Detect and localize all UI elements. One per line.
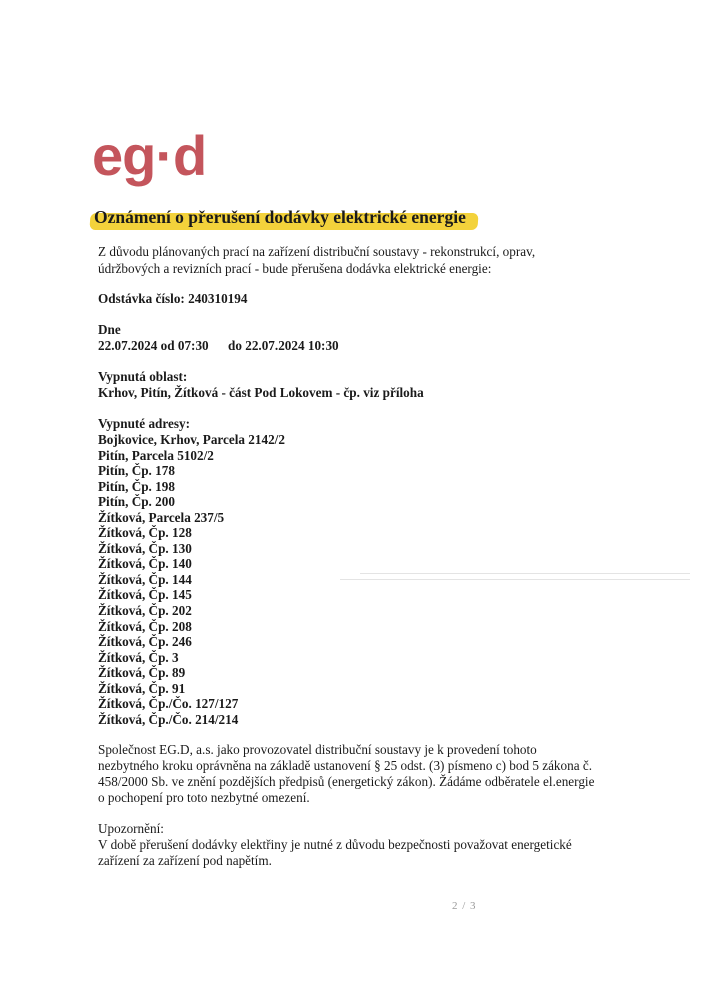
list-item: Žítková, Čp./Čo. 214/214	[98, 711, 239, 727]
list-item: Žítková, Čp. 208	[98, 618, 192, 634]
date-from: 22.07.2024 od 07:30	[98, 338, 209, 353]
heading-block	[94, 207, 466, 228]
list-item: Žítková, Čp. 246	[98, 634, 192, 650]
warning-label: Upozornění:	[98, 821, 164, 836]
list-item: Žítková, Čp. 202	[98, 603, 192, 619]
egd-logo: eg·d	[92, 124, 207, 187]
outage-number: Odstávka číslo: 240310194	[98, 291, 248, 306]
list-item: Bojkovice, Krhov, Parcela 2142/2	[98, 432, 285, 447]
list-item: Pitín, Parcela 5102/2	[98, 447, 214, 463]
scan-artifact-line	[340, 579, 690, 580]
legal-line-1: Společnost EG.D, a.s. jako provozovatel distribuční soustavy je k provedení tohoto	[98, 742, 537, 757]
date-label: Dne	[98, 322, 121, 337]
legal-line-2: nezbytného kroku oprávněna na základě ustanovení § 25 odst. (3) písmeno c) bod 5 zákona č.	[98, 758, 593, 773]
list-item: Žítková, Čp. 145	[98, 587, 192, 603]
intro-line-1: Z důvodu plánovaných prací na zařízení distribuční soustavy - rekonstrukcí, oprav,	[98, 244, 536, 259]
scan-artifact-line	[360, 573, 690, 574]
area-value: Krhov, Pitín, Žítková - část Pod Lokovem - čp. viz příloha	[98, 385, 424, 400]
warning-line-2: zařízení za zařízení pod napětím.	[98, 853, 272, 868]
list-item: Pitín, Čp. 178	[98, 463, 175, 479]
page-number: 2 / 3	[452, 900, 477, 912]
list-item: Žítková, Čp. 144	[98, 571, 192, 587]
area-label: Vypnutá oblast:	[98, 369, 188, 384]
list-item: Žítková, Čp./Čo. 127/127	[98, 696, 239, 712]
list-item: Žítková, Parcela 237/5	[98, 509, 225, 525]
page-title: Oznámení o přerušení dodávky elektrické energie	[94, 207, 466, 227]
intro-line-2: údržbových a revizních prací - bude přerušena dodávka elektrické energie:	[98, 261, 492, 276]
list-item: Žítková, Čp. 89	[98, 665, 186, 681]
addresses-label: Vypnuté adresy:	[98, 416, 190, 431]
list-item: Žítková, Čp. 3	[98, 649, 179, 665]
list-item: Žítková, Čp. 91	[98, 680, 186, 696]
legal-line-3: 458/2000 Sb. ve znění pozdějších předpisů (energetický zákon). Žádáme odběratele el.energie	[98, 774, 595, 789]
list-item: Pitín, Čp. 200	[98, 494, 175, 510]
warning-line-1: V době přerušení dodávky elektřiny je nutné z důvodu bezpečnosti považovat energetické	[98, 837, 572, 852]
date-to: do 22.07.2024 10:30	[228, 338, 339, 353]
list-item: Žítková, Čp. 140	[98, 556, 192, 572]
list-item: Žítková, Čp. 128	[98, 525, 192, 541]
address-list	[98, 432, 285, 727]
legal-line-4: o pochopení pro toto nezbytné omezení.	[98, 790, 310, 805]
list-item: Pitín, Čp. 198	[98, 478, 175, 494]
list-item: Žítková, Čp. 130	[98, 540, 192, 556]
